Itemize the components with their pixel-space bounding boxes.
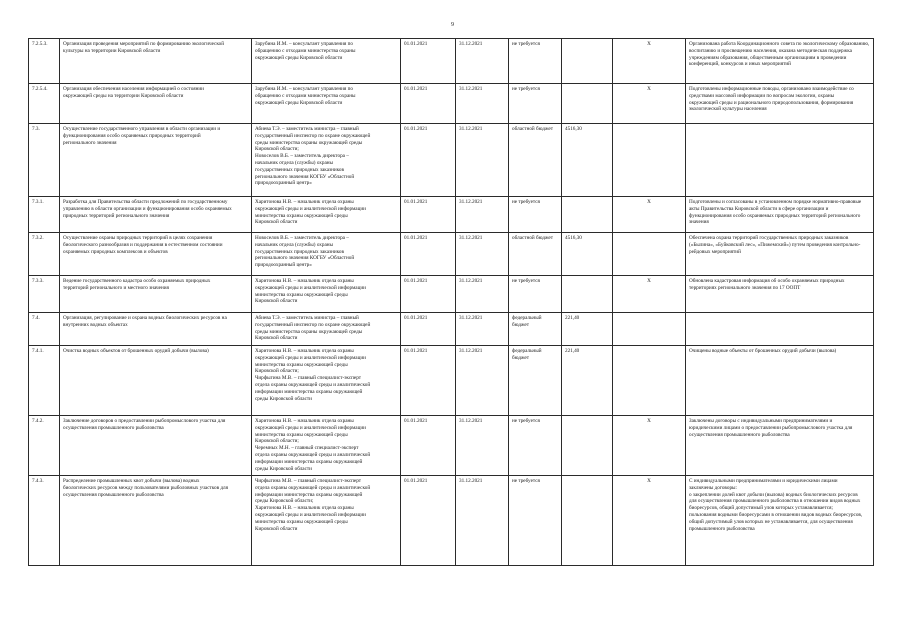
table-row	[29, 476, 874, 566]
funding-source-line: федеральный	[512, 315, 542, 321]
responsible-persons-line: природоохранный центр»	[255, 180, 312, 187]
activity-name-line: Распределение промышленных квот добычи (вылова) водных	[63, 478, 200, 484]
responsible-persons-line: Черемных М.Н. – главный специалист-эксперт	[255, 445, 359, 452]
start-date-cell	[401, 416, 456, 476]
funding-amount-cell	[562, 476, 613, 566]
responsible-persons-cell	[252, 84, 401, 124]
table-row	[29, 39, 874, 84]
funding-amount-cell	[562, 124, 613, 197]
expected-result-cell	[686, 233, 874, 276]
row-number-text: 7.3.1.	[32, 199, 44, 205]
expected-result-cell	[686, 124, 874, 197]
responsible-persons-line: Абиева Т.Э. – заместитель министра – главный	[255, 315, 359, 321]
row-number-text: 7.4.1.	[32, 348, 44, 354]
end-date-text: 31.12.2021	[459, 348, 483, 354]
funding-source-cell	[509, 84, 562, 124]
activity-name-cell	[60, 276, 252, 313]
activity-name-line: природных территорий регионального значения	[63, 212, 170, 219]
table-body	[29, 39, 874, 566]
table-row	[29, 84, 874, 124]
funding-source-cell	[509, 276, 562, 313]
responsible-persons-line: регионального значения КОГБУ «Областной	[255, 173, 355, 180]
expected-result-cell	[686, 39, 874, 84]
funding-amount-cell	[562, 276, 613, 313]
expected-result-line: промышленного рыболовства	[689, 525, 755, 532]
expected-result-cell	[686, 313, 874, 346]
not-applicable-mark-cell	[613, 313, 686, 346]
expected-result-line: Обеспечена охрана территорий государственных природных заказников	[689, 235, 849, 241]
start-date-cell	[401, 233, 456, 276]
activity-name-line: Организация, регулирование и охрана водных биологических ресурсов на	[63, 315, 227, 321]
activity-name-line: территорий регионального и местного значения	[63, 284, 169, 291]
start-date-text: 01.01.2021	[404, 86, 428, 92]
activity-name-cell	[60, 197, 252, 233]
responsible-persons-line: окружающей среды и аналитической информации	[255, 424, 366, 431]
funding-amount-cell	[562, 233, 613, 276]
expected-result-cell	[686, 197, 874, 233]
funding-amount-cell	[562, 313, 613, 346]
not-applicable-mark-cell	[613, 233, 686, 276]
funding-amount-text: 221,40	[565, 348, 580, 354]
responsible-persons-cell	[252, 276, 401, 313]
funding-source-line: бюджет	[512, 321, 529, 328]
responsible-persons-line: Харитонова Н.В. – начальник отдела охраны	[255, 418, 354, 424]
expected-result-line: юридическими лицами о предоставлении рыбопромыслового участка для	[689, 424, 853, 431]
expected-result-line: Подготовлены информационные поводы, организовано взаимодействие со	[689, 86, 854, 92]
funding-amount-cell	[562, 84, 613, 124]
not-applicable-mark-text: Х	[647, 86, 651, 92]
row-number-cell	[29, 233, 60, 276]
responsible-persons-line: Зарубина И.М. – консультант управления по	[255, 86, 353, 92]
funding-source-line: областной бюджет	[512, 126, 553, 132]
expected-result-line: Организована работа Координационного совета по экологическому образованию,	[689, 41, 870, 47]
action-plan-table	[28, 38, 874, 566]
funding-source-cell	[509, 416, 562, 476]
expected-result-line: акты Правительства Кировской области в сфере организации и	[689, 205, 829, 212]
funding-amount-cell	[562, 39, 613, 84]
start-date-text: 01.01.2021	[404, 235, 428, 241]
responsible-persons-line: государственных природных заказников	[255, 166, 344, 173]
expected-result-line: осуществления промышленного рыболовства	[689, 431, 790, 438]
funding-amount-text: 4516,30	[565, 235, 582, 241]
funding-source-cell	[509, 476, 562, 566]
expected-result-cell	[686, 346, 874, 416]
funding-amount-text: 221,40	[565, 315, 580, 321]
start-date-cell	[401, 276, 456, 313]
responsible-persons-line: обращению с отходами министерства охраны	[255, 47, 356, 54]
activity-name-line: Заключение договоров о предоставлении рыбопромыслового участка для	[63, 418, 226, 424]
activity-name-line: Организация обеспечения населения информацией о состоянии	[63, 86, 204, 92]
expected-result-line: общий допустимый улов которых не устанавливается, для осуществления	[689, 518, 853, 525]
activity-name-cell	[60, 84, 252, 124]
responsible-persons-line: Зарубина И.М. – консультант управления по	[255, 41, 353, 47]
responsible-persons-line: государственный инспектор по охране окружающей	[255, 132, 371, 139]
responsible-persons-line: Абиева Т.Э. – заместитель министра – главный	[255, 126, 359, 132]
responsible-persons-line: окружающей среды и аналитической информации	[255, 205, 366, 212]
activity-name-line: Очистка водных объектов от брошенных орудий добычи (вылова)	[63, 348, 209, 354]
funding-source-line: федеральный	[512, 348, 542, 354]
not-applicable-mark-cell	[613, 476, 686, 566]
activity-name-line: управлению в области организации и функционирования особо охраняемых	[63, 205, 232, 212]
table-row	[29, 276, 874, 313]
activity-name-line: Осуществление государственного управления в области организации и	[63, 126, 221, 132]
responsible-persons-line: министерства охраны окружающей среды	[255, 431, 348, 438]
expected-result-cell	[686, 276, 874, 313]
not-applicable-mark-text: Х	[647, 418, 651, 424]
not-applicable-mark-cell	[613, 39, 686, 84]
expected-result-line: Обновлена кадастровая информация об особо охраняемых природных	[689, 278, 845, 284]
responsible-persons-cell	[252, 416, 401, 476]
not-applicable-mark-cell	[613, 346, 686, 416]
end-date-text: 31.12.2021	[459, 126, 483, 132]
expected-result-line: территориях регионального значения по 17 ООПТ	[689, 284, 801, 291]
responsible-persons-line: Харитонова Н.В. – начальник отдела охраны	[255, 348, 354, 354]
activity-name-cell	[60, 476, 252, 566]
activity-name-line: осуществления промышленного рыболовства	[63, 424, 164, 431]
end-date-text: 31.12.2021	[459, 315, 483, 321]
responsible-persons-cell	[252, 124, 401, 197]
start-date-text: 01.01.2021	[404, 348, 428, 354]
activity-name-cell	[60, 124, 252, 197]
row-number-cell	[29, 197, 60, 233]
responsible-persons-line: государственных природных заказников	[255, 248, 344, 255]
expected-result-line: экологической культуры населения	[689, 106, 767, 113]
start-date-cell	[401, 124, 456, 197]
responsible-persons-line: Кировской области	[255, 219, 298, 226]
responsible-persons-line: окружающей среды и аналитической информации	[255, 354, 366, 361]
end-date-cell	[456, 124, 509, 197]
funding-source-line: не требуется	[512, 278, 540, 284]
responsible-persons-cell	[252, 233, 401, 276]
responsible-persons-line: Кировской области;	[255, 368, 299, 375]
row-number-cell	[29, 416, 60, 476]
funding-source-cell	[509, 313, 562, 346]
expected-result-cell	[686, 416, 874, 476]
expected-result-line: значения	[689, 219, 709, 226]
start-date-cell	[401, 39, 456, 84]
responsible-persons-cell	[252, 346, 401, 416]
funding-source-cell	[509, 39, 562, 84]
expected-result-line: Очищены водные объекты от брошенных орудий добычи (вылова)	[689, 348, 837, 354]
responsible-persons-line: информации министерства охраны окружающей	[255, 388, 363, 395]
responsible-persons-line: Харитонова Н.В. – начальник отдела охраны	[255, 199, 354, 205]
start-date-cell	[401, 476, 456, 566]
funding-amount-cell	[562, 197, 613, 233]
end-date-cell	[456, 233, 509, 276]
responsible-persons-line: среды Кировской области	[255, 395, 312, 402]
activity-name-cell	[60, 416, 252, 476]
responsible-persons-line: среды Кировской области;	[255, 498, 314, 505]
start-date-cell	[401, 197, 456, 233]
activity-name-cell	[60, 39, 252, 84]
end-date-text: 31.12.2021	[459, 278, 483, 284]
activity-name-line: биологических ресурсов между пользователями рыболовных участков для	[63, 484, 228, 491]
row-number-cell	[29, 346, 60, 416]
not-applicable-mark-cell	[613, 276, 686, 313]
funding-source-line: областной бюджет	[512, 235, 553, 241]
expected-result-line: С индивидуальными предпринимателями и юридическими лицами	[689, 478, 838, 484]
end-date-cell	[456, 313, 509, 346]
responsible-persons-line: государственный инспектор по охране окружающей	[255, 321, 371, 328]
responsible-persons-line: среды Кировской области	[255, 465, 312, 472]
activity-name-line: функционирования особо охраняемых природных территорий	[63, 132, 201, 139]
funding-source-cell	[509, 124, 562, 197]
end-date-text: 31.12.2021	[459, 86, 483, 92]
activity-name-line: Разработка для Правительства области предложений по государственному	[63, 199, 228, 205]
expected-result-line: окружающей среды и рационального природопользования, формирования	[689, 99, 854, 106]
table-row	[29, 233, 874, 276]
funding-source-line: не требуется	[512, 86, 540, 92]
start-date-text: 01.01.2021	[404, 126, 428, 132]
end-date-cell	[456, 39, 509, 84]
expected-result-line: Подготовлены и согласованы в установленном порядке нормативно-правовые	[689, 199, 862, 205]
funding-source-cell	[509, 346, 562, 416]
end-date-text: 31.12.2021	[459, 235, 483, 241]
end-date-cell	[456, 346, 509, 416]
responsible-persons-line: отдела охраны окружающей среды и аналитической	[255, 451, 371, 458]
not-applicable-mark-cell	[613, 197, 686, 233]
row-number-text: 7.4.	[32, 315, 40, 321]
start-date-text: 01.01.2021	[404, 199, 428, 205]
responsible-persons-line: регионального значения КОГБУ «Областной	[255, 255, 355, 262]
activity-name-cell	[60, 313, 252, 346]
responsible-persons-line: отдела охраны окружающей среды и аналитической	[255, 381, 371, 388]
responsible-persons-line: отдела охраны окружающей среды и аналитической	[255, 484, 371, 491]
responsible-persons-line: начальник отдела (службы) охраны	[255, 241, 334, 248]
page-number: 9	[451, 22, 454, 28]
responsible-persons-line: информации министерства охраны окружающей	[255, 458, 363, 465]
funding-amount-cell	[562, 346, 613, 416]
end-date-text: 31.12.2021	[459, 478, 483, 484]
activity-name-line: внутренних водных объектах	[63, 321, 128, 328]
activity-name-line: Осуществление охраны природных территорий в целях сохранения	[63, 235, 213, 241]
responsible-persons-line: Новоселов В.Б. – заместитель директора –	[255, 153, 349, 160]
activity-name-line: Ведение государственного кадастра особо охраняемых природных	[63, 278, 211, 284]
funding-source-cell	[509, 197, 562, 233]
expected-result-line: («Былина», «Буйковский лес», «Пижемский») путем проведения контрольно-	[689, 241, 861, 248]
responsible-persons-line: природоохранный центр»	[255, 262, 312, 269]
expected-result-line: о закреплении долей квот добычи (вылова) водных биологических ресурсов	[689, 491, 858, 498]
activity-name-line: окружающей среды на территории Кировской области	[63, 92, 184, 99]
funding-source-line: не требуется	[512, 199, 540, 205]
expected-result-line: пользования водными биоресурсами в отношении видов водных биоресурсов,	[689, 511, 863, 518]
row-number-cell	[29, 124, 60, 197]
row-number-cell	[29, 39, 60, 84]
not-applicable-mark-cell	[613, 84, 686, 124]
responsible-persons-line: Кировской области;	[255, 438, 299, 445]
row-number-cell	[29, 276, 60, 313]
responsible-persons-line: окружающей среды Кировской области	[255, 99, 343, 106]
expected-result-line: рейдовых мероприятий	[689, 248, 741, 255]
end-date-text: 31.12.2021	[459, 41, 483, 47]
responsible-persons-line: Кировской области;	[255, 146, 299, 153]
end-date-cell	[456, 84, 509, 124]
responsible-persons-cell	[252, 39, 401, 84]
not-applicable-mark-text: Х	[647, 199, 651, 205]
responsible-persons-line: министерства охраны окружающей среды	[255, 212, 348, 219]
responsible-persons-cell	[252, 313, 401, 346]
responsible-persons-line: информации министерства охраны окружающей	[255, 491, 363, 498]
row-number-text: 7.4.2.	[32, 418, 44, 424]
row-number-text: 7.2.5.3.	[32, 41, 48, 47]
responsible-persons-line: среды министерства охраны окружающей среды	[255, 139, 363, 146]
responsible-persons-line: Харитонова Н.В. – начальник отдела охраны	[255, 278, 354, 284]
start-date-cell	[401, 346, 456, 416]
responsible-persons-line: Харитонова Н.В. – начальник отдела охраны	[255, 505, 354, 512]
start-date-text: 01.01.2021	[404, 278, 428, 284]
row-number-cell	[29, 476, 60, 566]
responsible-persons-line: среды министерства охраны окружающей среды	[255, 328, 363, 335]
start-date-text: 01.01.2021	[404, 41, 428, 47]
expected-result-line: средствами массовой информации по вопросам экологии, охраны	[689, 92, 835, 99]
funding-amount-text: 4516,30	[565, 126, 582, 132]
expected-result-line: учреждениям образования, общественным организациям в проведении	[689, 54, 847, 61]
row-number-cell	[29, 313, 60, 346]
start-date-text: 01.01.2021	[404, 315, 428, 321]
expected-result-line: биоресурсов, общий допустимый улов которых устанавливается;	[689, 505, 833, 512]
not-applicable-mark-text: Х	[647, 41, 651, 47]
responsible-persons-line: Кировской области	[255, 298, 298, 305]
not-applicable-mark-text: Х	[647, 278, 651, 284]
end-date-cell	[456, 476, 509, 566]
activity-name-line: биологического разнообразия и поддержания в естественном состоянии	[63, 241, 223, 248]
start-date-cell	[401, 313, 456, 346]
responsible-persons-cell	[252, 197, 401, 233]
funding-source-line: не требуется	[512, 418, 540, 424]
activity-name-line: осуществления промышленного рыболовства	[63, 491, 164, 498]
activity-name-line: культуры на территории Кировской области	[63, 47, 161, 54]
end-date-cell	[456, 276, 509, 313]
row-number-text: 7.3.3.	[32, 278, 44, 284]
table-row	[29, 416, 874, 476]
end-date-text: 31.12.2021	[459, 199, 483, 205]
not-applicable-mark-cell	[613, 416, 686, 476]
start-date-text: 01.01.2021	[404, 418, 428, 424]
expected-result-line: функционирования особо охраняемых природных территорий регионального	[689, 212, 861, 219]
row-number-text: 7.4.3.	[32, 478, 44, 484]
not-applicable-mark-cell	[613, 124, 686, 197]
expected-result-line: Заключены договоры с индивидуальными предпринимателями и	[689, 418, 833, 424]
table-row	[29, 346, 874, 416]
activity-name-cell	[60, 233, 252, 276]
row-number-cell	[29, 84, 60, 124]
end-date-cell	[456, 197, 509, 233]
responsible-persons-line: начальник отдела (службы) охраны	[255, 159, 334, 166]
start-date-cell	[401, 84, 456, 124]
responsible-persons-line: министерства охраны окружающей среды	[255, 361, 348, 368]
responsible-persons-line: министерства охраны окружающей среды	[255, 518, 348, 525]
table-row	[29, 124, 874, 197]
activity-name-cell	[60, 346, 252, 416]
activity-name-line: Организация проведения мероприятий по формированию экологической	[63, 41, 224, 47]
expected-result-line: заключены договоры:	[689, 484, 737, 491]
responsible-persons-line: окружающей среды и аналитической информации	[255, 284, 366, 291]
start-date-text: 01.01.2021	[404, 478, 428, 484]
responsible-persons-line: окружающей среды Кировской области	[255, 54, 343, 61]
responsible-persons-line: министерства охраны окружающей среды	[255, 291, 348, 298]
responsible-persons-line: Новоселов В.Б. – заместитель директора –	[255, 235, 349, 241]
expected-result-line: воспитанию и просвещению населения, оказана методическая поддержка	[689, 47, 852, 54]
row-number-text: 7.3.2.	[32, 235, 44, 241]
expected-result-line: для осуществления промышленного рыболовства в отношении видов водных	[689, 498, 861, 505]
responsible-persons-cell	[252, 476, 401, 566]
responsible-persons-line: Чирфыгина М.В. – главный специалист-эксперт	[255, 478, 361, 484]
responsible-persons-line: окружающей среды и аналитической информации	[255, 511, 366, 518]
expected-result-cell	[686, 476, 874, 566]
end-date-text: 31.12.2021	[459, 418, 483, 424]
row-number-text: 7.2.5.4.	[32, 86, 48, 92]
table-row	[29, 197, 874, 233]
expected-result-cell	[686, 84, 874, 124]
row-number-text: 7.3.	[32, 126, 40, 132]
funding-source-line: бюджет	[512, 354, 529, 361]
responsible-persons-line: Чирфыгина М.В. – главный специалист-эксперт	[255, 375, 361, 382]
not-applicable-mark-text: Х	[647, 478, 651, 484]
activity-name-line: охраняемых природных комплексов и объектов	[63, 248, 168, 255]
responsible-persons-line: Кировской области	[255, 335, 298, 342]
activity-name-line: регионального значения	[63, 139, 117, 146]
end-date-cell	[456, 416, 509, 476]
funding-amount-cell	[562, 416, 613, 476]
responsible-persons-line: обращению с отходами министерства охраны	[255, 92, 356, 99]
funding-source-line: не требуется	[512, 41, 540, 47]
responsible-persons-line: Кировской области	[255, 525, 298, 532]
funding-source-cell	[509, 233, 562, 276]
table-row	[29, 313, 874, 346]
funding-source-line: не требуется	[512, 478, 540, 484]
expected-result-line: конференций, конкурсов и иных мероприятий	[689, 61, 791, 68]
